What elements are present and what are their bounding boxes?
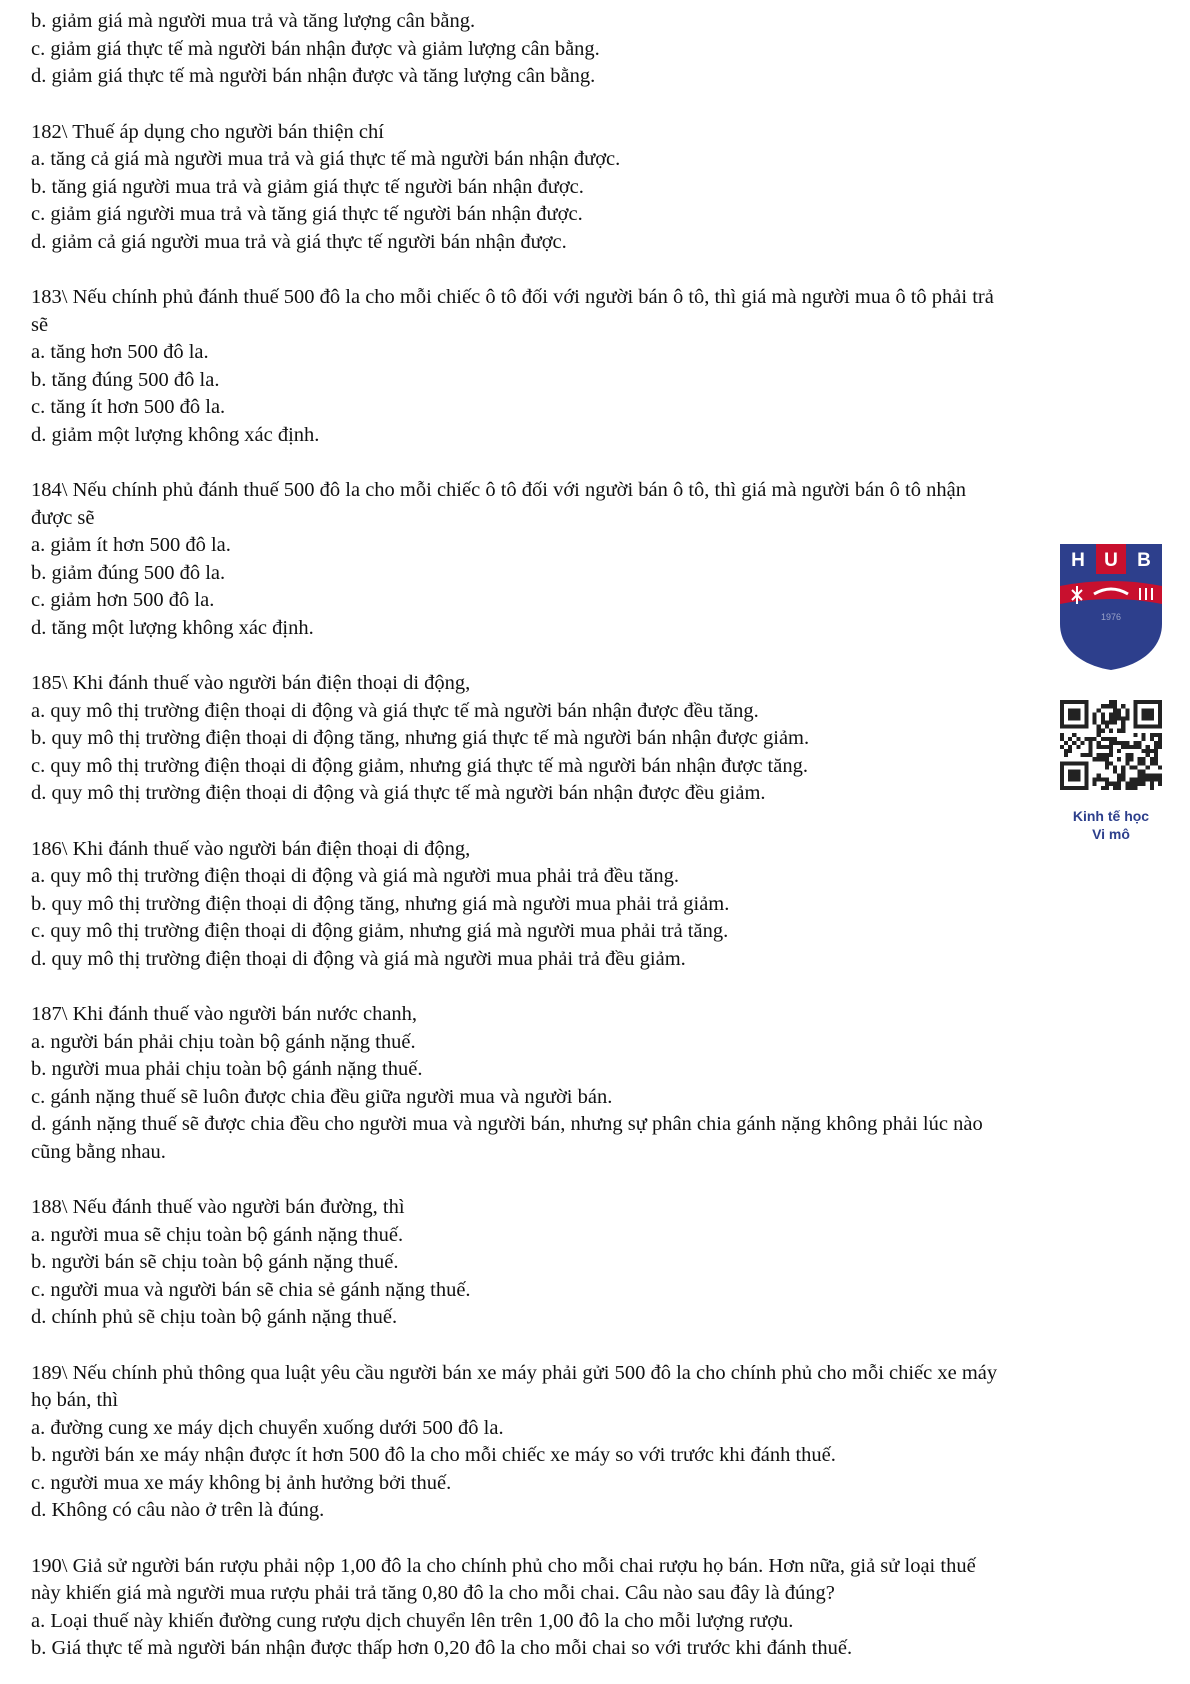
- qr-module: [1072, 733, 1076, 737]
- answer-option: a. tăng cả giá mà người mua trả và giá thực tế mà người bán nhận được.: [31, 148, 621, 170]
- answer-option: b. giảm giá mà người mua trả và tăng lượng cân bằng.: [31, 10, 476, 32]
- answer-option: d. gánh nặng thuế sẽ được chia đều cho người mua và người bán, nhưng sự phân chia gánh nặng không phải lúc nào: [31, 1113, 983, 1135]
- answer-option: b. Giá thực tế mà người bán nhận được thấp hơn 0,20 đô la cho mỗi chai so với trước khi đánh thuế.: [31, 1637, 853, 1659]
- answer-option: a. tăng hơn 500 đô la.: [31, 341, 209, 363]
- qr-module: [1093, 712, 1097, 716]
- qr-module: [1109, 704, 1113, 708]
- qr-module: [1060, 733, 1064, 737]
- qr-module: [1150, 733, 1154, 737]
- paragraph-gap: [31, 1525, 1156, 1553]
- qr-module: [1158, 745, 1162, 749]
- qr-module: [1109, 753, 1113, 757]
- qr-module: [1117, 757, 1121, 761]
- answer-option: d. Không có câu nào ở trên là đúng.: [31, 1499, 325, 1521]
- qr-module: [1133, 782, 1137, 786]
- qr-module: [1101, 721, 1105, 725]
- qr-module: [1129, 765, 1133, 769]
- qr-module: [1150, 774, 1154, 778]
- answer-option: d. quy mô thị trường điện thoại di động và giá mà người mua phải trả đều giảm.: [31, 947, 686, 970]
- qr-module: [1089, 737, 1093, 741]
- answer-option: b. người bán sẽ chịu toàn bộ gánh nặng thuế.: [31, 1251, 399, 1273]
- qr-module: [1097, 708, 1101, 712]
- question-stem: 187\ Khi đánh thuế vào người bán nước chanh,: [31, 1003, 418, 1025]
- qr-module: [1117, 708, 1121, 712]
- qr-module: [1121, 729, 1125, 733]
- qr-module: [1113, 721, 1117, 725]
- qr-module: [1121, 721, 1125, 725]
- answer-option: b. quy mô thị trường điện thoại di động tăng, nhưng giá mà người mua phải trả giảm.: [31, 892, 730, 915]
- qr-module: [1133, 733, 1137, 737]
- qr-module: [1129, 753, 1133, 757]
- qr-module: [1146, 765, 1150, 769]
- qr-module: [1117, 782, 1121, 786]
- qr-module: [1084, 737, 1088, 741]
- qr-module: [1113, 782, 1117, 786]
- qr-module: [1138, 778, 1142, 782]
- qr-module: [1097, 757, 1101, 761]
- answer-option: b. quy mô thị trường điện thoại di động tăng, nhưng giá thực tế mà người bán nhận được giảm.: [31, 727, 810, 749]
- qr-module: [1150, 749, 1154, 753]
- qr-module: [1113, 737, 1117, 741]
- qr-module: [1142, 733, 1146, 737]
- qr-module: [1154, 733, 1158, 737]
- qr-module: [1064, 741, 1068, 745]
- qr-module: [1113, 704, 1117, 708]
- answer-option: c. giảm hơn 500 đô la.: [31, 589, 215, 611]
- qr-module: [1105, 786, 1109, 790]
- qr-module: [1101, 753, 1105, 757]
- qr-module: [1117, 729, 1121, 733]
- qr-module: [1158, 774, 1162, 778]
- qr-module: [1089, 741, 1093, 745]
- qr-module: [1109, 729, 1113, 733]
- qr-module: [1060, 745, 1064, 749]
- qr-module: [1109, 745, 1113, 749]
- qr-modules: [1060, 700, 1162, 790]
- answer-option: a. đường cung xe máy dịch chuyển xuống dưới 500 đô la.: [31, 1416, 504, 1439]
- qr-module: [1105, 778, 1109, 782]
- answer-option: d. chính phủ sẽ chịu toàn bộ gánh nặng thuế.: [31, 1306, 398, 1328]
- qr-module: [1068, 769, 1080, 781]
- qr-module: [1133, 778, 1137, 782]
- qr-module: [1101, 716, 1105, 720]
- qr-module: [1064, 749, 1068, 753]
- paragraph-gap: [31, 808, 1156, 836]
- qr-module: [1133, 745, 1137, 749]
- logo-letter-h: H: [1071, 550, 1085, 571]
- qr-module: [1146, 774, 1150, 778]
- qr-module: [1076, 745, 1080, 749]
- qr-module: [1105, 761, 1109, 765]
- qr-module: [1146, 753, 1150, 757]
- qr-module: [1101, 757, 1105, 761]
- qr-module: [1129, 786, 1133, 790]
- qr-module: [1150, 786, 1154, 790]
- qr-module: [1105, 737, 1109, 741]
- qr-module: [1138, 741, 1142, 745]
- qr-module: [1133, 786, 1137, 790]
- qr-module: [1125, 757, 1129, 761]
- paragraph-gap: [31, 1332, 1156, 1360]
- qr-module: [1117, 716, 1121, 720]
- qr-module: [1142, 737, 1146, 741]
- qr-module: [1097, 729, 1101, 733]
- qr-module: [1150, 757, 1154, 761]
- qr-module: [1097, 745, 1101, 749]
- answer-option: d. giảm một lượng không xác định.: [31, 423, 320, 446]
- qr-module: [1125, 786, 1129, 790]
- qr-module: [1154, 745, 1158, 749]
- qr-module: [1150, 778, 1154, 782]
- qr-module: [1068, 745, 1072, 749]
- answer-option: c. người mua và người bán sẽ chia sẻ gánh nặng thuế.: [31, 1278, 471, 1301]
- qr-module: [1064, 753, 1068, 757]
- qr-module: [1109, 737, 1113, 741]
- qr-module: [1093, 721, 1097, 725]
- qr-module: [1142, 757, 1146, 761]
- answer-option: c. giảm giá thực tế mà người bán nhận được và giảm lượng cân bằng.: [31, 37, 600, 60]
- qr-module: [1158, 765, 1162, 769]
- caption-line-1: Kinh tế học: [1072, 808, 1150, 824]
- paragraph-gap: [31, 973, 1156, 1001]
- qr-module: [1158, 733, 1162, 737]
- qr-module: [1109, 721, 1113, 725]
- qr-module: [1142, 782, 1146, 786]
- qr-module: [1109, 749, 1113, 753]
- qr-module: [1109, 741, 1113, 745]
- qr-module: [1117, 778, 1121, 782]
- qr-module: [1150, 782, 1154, 786]
- qr-module: [1121, 769, 1125, 773]
- qr-module: [1105, 725, 1109, 729]
- qr-module: [1117, 712, 1121, 716]
- answer-option: a. quy mô thị trường điện thoại di động và giá mà người mua phải trả đều tăng.: [31, 865, 679, 887]
- qr-module: [1109, 782, 1113, 786]
- continued-question: [31, 8, 1156, 91]
- qr-module: [1101, 704, 1105, 708]
- qr-module: [1105, 765, 1109, 769]
- qr-module: [1093, 757, 1097, 761]
- qr-module: [1080, 741, 1084, 745]
- qr-module: [1154, 761, 1158, 765]
- answer-option: a. người mua sẽ chịu toàn bộ gánh nặng thuế.: [31, 1223, 404, 1246]
- qr-module: [1125, 716, 1129, 720]
- hub-logo: [1058, 542, 1164, 672]
- qr-module: [1101, 712, 1105, 716]
- qr-module: [1093, 716, 1097, 720]
- qr-module: [1089, 753, 1093, 757]
- qr-module: [1093, 782, 1097, 786]
- answer-option: b. người mua phải chịu toàn bộ gánh nặng thuế.: [31, 1058, 423, 1080]
- qr-module: [1129, 778, 1133, 782]
- qr-module: [1125, 761, 1129, 765]
- qr-module: [1105, 745, 1109, 749]
- qr-module: [1093, 737, 1097, 741]
- question-stem: 185\ Khi đánh thuế vào người bán điện thoại di động,: [31, 672, 471, 694]
- qr-module: [1142, 774, 1146, 778]
- qr-module: [1142, 769, 1146, 773]
- qr-module: [1105, 753, 1109, 757]
- qr-module: [1117, 786, 1121, 790]
- qr-module: [1113, 741, 1117, 745]
- qr-module: [1121, 765, 1125, 769]
- logo-caption: [1052, 807, 1170, 843]
- answer-option: d. giảm giá thực tế mà người bán nhận được và tăng lượng cân bằng.: [31, 65, 596, 87]
- qr-module: [1138, 757, 1142, 761]
- qr-module: [1138, 761, 1142, 765]
- qr-module: [1113, 708, 1117, 712]
- qr-module: [1154, 774, 1158, 778]
- qr-module: [1068, 708, 1080, 720]
- qr-module: [1101, 778, 1105, 782]
- qr-module: [1154, 778, 1158, 782]
- qr-module: [1101, 745, 1105, 749]
- qr-module: [1076, 737, 1080, 741]
- qr-module: [1068, 737, 1072, 741]
- qr-module: [1121, 725, 1125, 729]
- answer-option: a. giảm ít hơn 500 đô la.: [31, 534, 231, 556]
- qr-module: [1097, 741, 1101, 745]
- qr-module: [1113, 765, 1117, 769]
- answer-option: d. giảm cả giá người mua trả và giá thực tế người bán nhận được.: [31, 230, 567, 253]
- question-stem: được sẽ: [31, 506, 95, 529]
- qr-module: [1101, 737, 1105, 741]
- qr-code: [1060, 700, 1162, 790]
- qr-module: [1121, 778, 1125, 782]
- qr-module: [1125, 708, 1129, 712]
- qr-module: [1109, 716, 1113, 720]
- qr-module: [1125, 753, 1129, 757]
- qr-module: [1154, 757, 1158, 761]
- qr-module: [1129, 757, 1133, 761]
- qr-module: [1113, 786, 1117, 790]
- answer-option: c. gánh nặng thuế sẽ luôn được chia đều giữa người mua và người bán.: [31, 1085, 613, 1108]
- qr-module: [1113, 700, 1117, 704]
- qr-module: [1097, 778, 1101, 782]
- qr-module: [1093, 778, 1097, 782]
- answer-option: d. tăng một lượng không xác định.: [31, 616, 314, 639]
- question-stem: 188\ Nếu đánh thuế vào người bán đường, thì: [31, 1196, 405, 1218]
- qr-module: [1097, 753, 1101, 757]
- paragraph-gap: [31, 1166, 1156, 1194]
- answer-option: b. tăng đúng 500 đô la.: [31, 368, 220, 391]
- qr-module: [1080, 753, 1084, 757]
- qr-module: [1138, 774, 1142, 778]
- question-stem: 189\ Nếu chính phủ thông qua luật yêu cầu người bán xe máy phải gửi 500 đô la cho chính phủ cho mỗi chiếc xe máy: [31, 1361, 998, 1384]
- qr-module: [1150, 737, 1154, 741]
- question-stem: họ bán, thì: [31, 1389, 119, 1411]
- qr-module: [1154, 749, 1158, 753]
- qr-module: [1097, 733, 1101, 737]
- qr-module: [1097, 774, 1101, 778]
- qr-module: [1158, 737, 1162, 741]
- qr-module: [1150, 761, 1154, 765]
- qr-module: [1138, 745, 1142, 749]
- answer-option: c. người mua xe máy không bị ảnh hưởng bởi thuế.: [31, 1471, 452, 1494]
- qr-module: [1142, 708, 1154, 720]
- qr-module: [1117, 749, 1121, 753]
- qr-module: [1121, 745, 1125, 749]
- qr-module: [1109, 761, 1113, 765]
- document-page: [31, 8, 1156, 1663]
- qr-module: [1129, 782, 1133, 786]
- answer-option: a. người bán phải chịu toàn bộ gánh nặng thuế.: [31, 1030, 416, 1053]
- answer-option: c. quy mô thị trường điện thoại di động giảm, nhưng giá mà người mua phải trả tăng.: [31, 920, 729, 942]
- qr-module: [1117, 774, 1121, 778]
- qr-module: [1105, 721, 1109, 725]
- qr-module: [1158, 778, 1162, 782]
- qr-module: [1133, 741, 1137, 745]
- qr-module: [1105, 704, 1109, 708]
- qr-module: [1129, 745, 1133, 749]
- answer-option: b. tăng giá người mua trả và giảm giá thực tế người bán nhận được.: [31, 175, 584, 198]
- question-stem: 184\ Nếu chính phủ đánh thuế 500 đô la cho mỗi chiếc ô tô đối với người bán ô tô, thì giá mà người bán ô tô nhận: [31, 479, 966, 501]
- qr-module: [1158, 782, 1162, 786]
- qr-module: [1101, 729, 1105, 733]
- qr-module: [1133, 765, 1137, 769]
- answer-option: c. quy mô thị trường điện thoại di động giảm, nhưng giá thực tế mà người bán nhận được tăng.: [31, 754, 808, 777]
- question-stem: này khiến giá mà người mua rượu phải trả tăng 0,80 đô la cho mỗi chai. Câu nào sau đây là đúng?: [31, 1582, 835, 1604]
- qr-module: [1097, 725, 1101, 729]
- qr-module: [1101, 786, 1105, 790]
- qr-module: [1113, 712, 1117, 716]
- qr-module: [1105, 757, 1109, 761]
- question-stem: 186\ Khi đánh thuế vào người bán điện thoại di động,: [31, 837, 471, 860]
- qr-module: [1154, 753, 1158, 757]
- answer-option: a. Loại thuế này khiến đường cung rượu dịch chuyển lên trên 1,00 đô la cho mỗi lượng rượu.: [31, 1609, 794, 1632]
- qr-module: [1125, 712, 1129, 716]
- qr-module: [1109, 700, 1113, 704]
- qr-module: [1113, 769, 1117, 773]
- qr-module: [1125, 741, 1129, 745]
- logo-year: 1976: [1100, 612, 1122, 622]
- qr-module: [1154, 741, 1158, 745]
- answer-option: cũng bằng nhau.: [31, 1140, 166, 1163]
- qr-module: [1158, 741, 1162, 745]
- qr-module: [1146, 745, 1150, 749]
- qr-module: [1146, 749, 1150, 753]
- qr-module: [1072, 741, 1076, 745]
- logo-letter-b: B: [1137, 550, 1151, 571]
- question-stem: 183\ Nếu chính phủ đánh thuế 500 đô la cho mỗi chiếc ô tô đối với người bán ô tô, thì giá mà người mua ô tô phải trả: [31, 286, 994, 308]
- qr-module: [1117, 741, 1121, 745]
- qr-module: [1138, 782, 1142, 786]
- qr-module: [1121, 774, 1125, 778]
- answer-option: b. người bán xe máy nhận được ít hơn 500 đô la cho mỗi chiếc xe máy so với trước khi đánh thuế.: [31, 1444, 836, 1466]
- answer-option: a. quy mô thị trường điện thoại di động và giá thực tế mà người bán nhận được đều tăng.: [31, 699, 759, 722]
- qr-module: [1113, 716, 1117, 720]
- qr-module: [1125, 782, 1129, 786]
- caption-line-2: Vi mô: [1092, 826, 1130, 842]
- qr-module: [1089, 745, 1093, 749]
- qr-module: [1089, 749, 1093, 753]
- logo-letter-u: U: [1104, 550, 1118, 571]
- answer-option: d. quy mô thị trường điện thoại di động và giá thực tế mà người bán nhận được đều giảm.: [31, 782, 766, 804]
- qr-module: [1121, 704, 1125, 708]
- qr-module: [1142, 761, 1146, 765]
- qr-module: [1121, 741, 1125, 745]
- qr-module: [1060, 737, 1064, 741]
- qr-module: [1125, 745, 1129, 749]
- qr-module: [1121, 716, 1125, 720]
- qr-module: [1138, 769, 1142, 773]
- qr-module: [1068, 749, 1072, 753]
- paragraph-gap: [31, 449, 1156, 477]
- qr-module: [1084, 753, 1088, 757]
- paragraph-gap: [31, 91, 1156, 119]
- qr-module: [1146, 778, 1150, 782]
- qr-module: [1142, 749, 1146, 753]
- paragraph-gap: [31, 256, 1156, 284]
- answer-option: b. giảm đúng 500 đô la.: [31, 561, 226, 584]
- question-stem: sẽ: [31, 313, 49, 336]
- qr-module: [1105, 782, 1109, 786]
- answer-option: c. tăng ít hơn 500 đô la.: [31, 396, 226, 418]
- question-stem: 190\ Giả sử người bán rượu phải nộp 1,00 đô la cho chính phủ cho mỗi chai rượu họ bán. Hơn nữa, giả sử loại thuế: [31, 1554, 976, 1577]
- qr-module: [1142, 778, 1146, 782]
- question-stem: 182\ Thuế áp dụng cho người bán thiện chí: [31, 120, 384, 143]
- answer-option: c. giảm giá người mua trả và tăng giá thực tế người bán nhận được.: [31, 203, 583, 225]
- paragraph-gap: [31, 642, 1156, 670]
- qr-module: [1109, 712, 1113, 716]
